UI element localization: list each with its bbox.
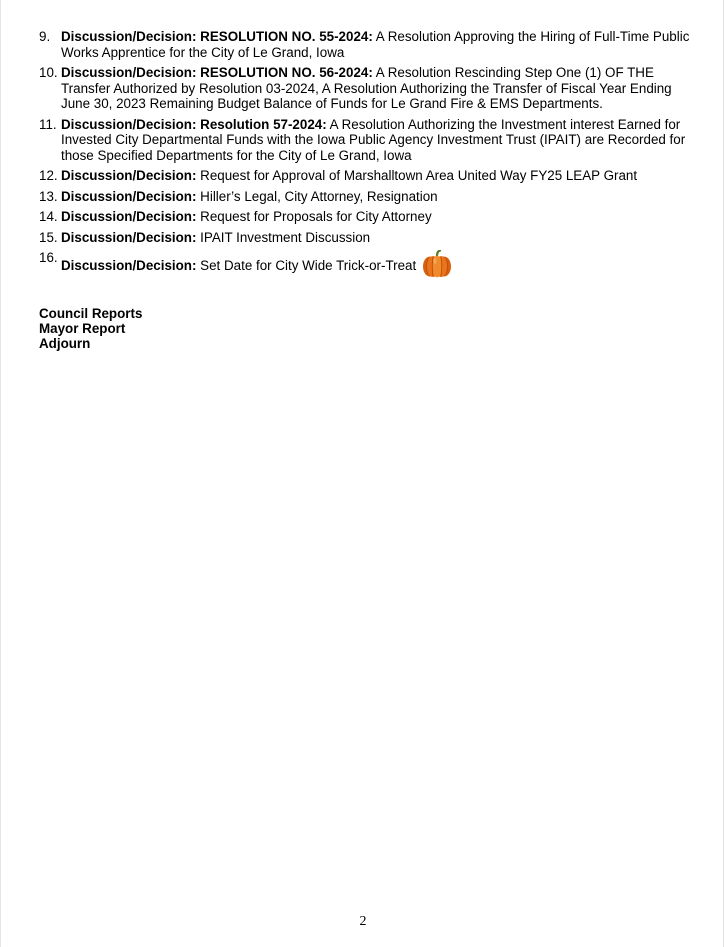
item-text: Request for Approval of Marshalltown Area United Way FY25 LEAP Grant: [200, 168, 638, 183]
item-resolution: RESOLUTION NO. 55-2024:: [200, 29, 373, 44]
item-lead: Discussion/Decision:: [61, 188, 197, 204]
agenda-item-14: [39, 209, 695, 225]
item-number: 10.: [39, 65, 58, 80]
item-text: A Resolution Approving the Hiring of Full-Time Public Works Apprentice for the City of Le Grand, Iowa: [61, 29, 690, 60]
agenda-item-13: [39, 189, 695, 205]
item-lead: Discussion/Decision:: [61, 209, 197, 224]
pumpkin-icon: [422, 250, 452, 278]
item-resolution: RESOLUTION NO. 56-2024:: [200, 65, 373, 80]
item-body: [61, 250, 695, 278]
page-number: 2: [359, 914, 367, 929]
agenda-item-16: [39, 250, 695, 278]
item-text: A Resolution Rescinding Step One (1) OF THE Transfer Authorized by Resolution 03-2024, A Resolution Authorizing the Transfer of Fiscal Year Ending June 30, 2023 Remaining Budget Balance of Funds for Le Grand Fire & EMS Departments.: [61, 65, 672, 111]
item-lead: Discussion/Decision:: [61, 168, 197, 183]
item-number: 11.: [39, 116, 57, 132]
agenda-list: [39, 29, 695, 283]
closing-section: [39, 306, 142, 351]
item-body: [61, 189, 695, 205]
item-number: 15.: [39, 229, 58, 245]
item-lead: Discussion/Decision:: [61, 258, 197, 273]
item-lead: Discussion/Decision:: [61, 229, 197, 245]
item-lead: Discussion/Decision:: [61, 116, 197, 132]
mayor-report-heading: Mayor Report: [39, 321, 126, 336]
item-text: Set Date for City Wide Trick-or-Treat: [200, 258, 417, 273]
item-resolution: Resolution 57-2024:: [200, 116, 327, 132]
item-body: [61, 209, 695, 225]
item-lead: Discussion/Decision:: [61, 29, 197, 44]
agenda-item-10: [39, 65, 695, 112]
adjourn-heading: Adjourn: [39, 336, 91, 351]
item-text: IPAIT Investment Discussion: [200, 229, 371, 245]
item-number: 13.: [39, 188, 58, 204]
item-number: 9.: [39, 29, 51, 44]
item-text: Request for Proposals for City Attorney: [200, 209, 432, 224]
item-lead: Discussion/Decision:: [61, 65, 197, 80]
item-number: 16.: [39, 250, 58, 265]
item-text: A Resolution Authorizing the Investment interest Earned for Invested City Departmental Funds with the Iowa Public Agency Investment Trust (IPAIT) are Recorded for those Specified Departments for the City of Le Grand, Iowa: [61, 116, 686, 163]
agenda-item-9: [39, 29, 695, 60]
item-number: 12.: [39, 168, 58, 183]
agenda-item-15: [39, 230, 695, 246]
council-reports-heading: Council Reports: [39, 306, 143, 321]
item-number: 14.: [39, 209, 58, 224]
item-body: [61, 117, 695, 164]
item-body: [61, 65, 695, 112]
item-body: [61, 230, 695, 246]
agenda-item-12: [39, 168, 695, 184]
item-text: Hiller’s Legal, City Attorney, Resignation: [200, 188, 438, 204]
item-body: [61, 168, 695, 184]
agenda-item-11: [39, 117, 695, 164]
item-body: [61, 29, 695, 60]
